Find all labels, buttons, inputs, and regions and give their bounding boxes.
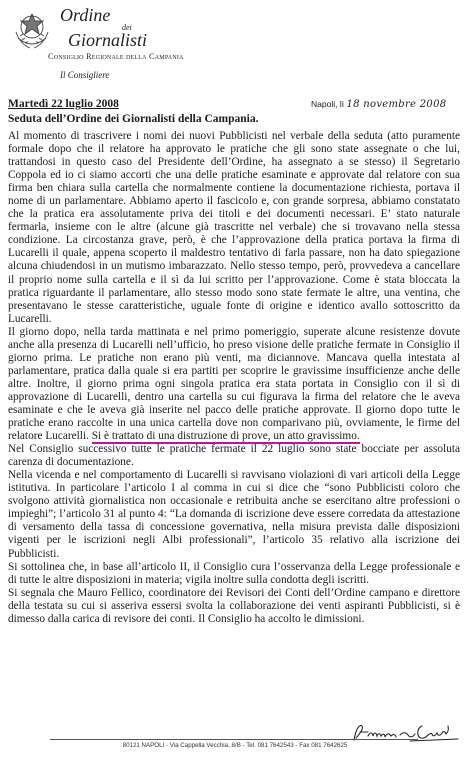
letterhead (8, 6, 248, 84)
footer-rule (50, 739, 418, 740)
org-name-dei: dei (122, 23, 132, 32)
org-name-line1: Ordine (60, 5, 111, 25)
footer-address: 80121 NAPOLI - Via Cappella Vecchia, 8/B - Tel. 081 7642543 - Fax 081 7642625 (122, 742, 348, 749)
body-paragraph: Al momento di trascrivere i nomi dei nuovi Pubblicisti nel verbale della seduta (atto puramente formale dopo che il relatore ha approvato le pratiche che gli sono state assegnate o che lui, trattandosi in questo caso del Presidente dell’Ordine, ha assegnato a se stesso) il Segretario Coppola ed io ci siamo accorti che una delle pratiche esaminate e approvate dal relatore con sua firma ben chiara sulla cartella che normalmente contiene la documentazione richiesta, portava il nome di un parlamentare. Abbiamo aperto il fascicolo e, con grande sorpresa, abbiamo constatato che la pratica era assolutamente priva dei titoli e dei documenti necessari. E’ stato naturale fermarla, insieme con le altre (alcune già trascritte nel verbale) che si trovavano nella stessa condizione. La circostanza grave, però, è che l’approvazione della pratica portava la firma di Lucarelli il quale, appena scoperto il maldestro tentativo di farla passare, non ha dato spiegazione alcuna chiudendosi in un mutismo imbarazzato. Nello stesso tempo, però, provvedeva a cancellare il proprio nome sulla cartella e il sì da lui scritto per l’approvazione. Come è stata bloccata la pratica riguardante il parlamentare, allo stesso modo sono state fermate le altre, una ventina, che presentavano le stesse caratteristiche, uguale fonte di origine e identico avallo sottoscritto da Lucarelli. (8, 130, 460, 325)
body-paragraph: Nella vicenda e nel comportamento di Lucarelli si ravvisano violazioni di vari articoli della Legge istitutiva. In particolare l’articolo I al comma in cui si dice che “sono Pubblicisti coloro che svolgono attività giornalistica non occasionale e retribuita anche se esercitano altre professioni o impieghi”; l’articolo 31 al punto 4: “La domanda di iscrizione deve essere corredata da attestazione di versamento della tassa di concessione governativa, nella misura prevista dalle disposizioni vigenti per le iscrizioni negli Albi professionali”, l’articolo 35 relativo alla iscrizione dei Pubblicisti. (8, 469, 460, 560)
org-name (60, 6, 147, 49)
handwritten-date: 18 novembre 2008 (346, 99, 447, 110)
session-date: Martedì 22 luglio 2008 (8, 98, 119, 110)
body-paragraph: Nel Consiglio successivo tutte le pratiche fermate il 22 luglio sono state bocciate per assoluta carenza di documentazione. (8, 443, 460, 469)
sender-role: Il Consigliere (60, 70, 110, 80)
pen-underlined-sentence: Si è trattato di una distruzione di prove, un atto gravissimo. (91, 430, 360, 443)
place-and-date (311, 99, 446, 110)
session-title: Seduta dell’Ordine dei Giornalisti della Campania. (8, 113, 259, 125)
place-label: Napoli, lì (311, 99, 345, 109)
italian-republic-emblem-icon (12, 8, 52, 52)
handwritten-signature (350, 720, 462, 744)
council-name: Consiglio Regionale della Campania (48, 52, 184, 61)
body-paragraph: Si segnala che Mauro Fellico, coordinatore dei Revisori dei Conti dell’Ordine campano e direttore della testata su cui si asseriva essersi svolta la collaborazione dei venti aspiranti Pubblicisti, si è dimesso dalla carica di revisore dei conti. Il Consiglio ha accolto le dimissioni. (8, 586, 460, 625)
body-paragraph: Si sottolinea che, in base all’articolo II, il Consiglio cura l’osservanza della Legge professionale e di tutte le altre disposizioni in materia; vigila inoltre sulla condotta degli iscritti. (8, 560, 460, 586)
letter-body (8, 130, 460, 626)
body-paragraph (8, 326, 460, 443)
org-name-line2: Giornalisti (68, 30, 148, 50)
body-paragraph-text: Il giorno dopo, nella tarda mattinata e nel primo pomeriggio, superate alcune resistenze dovute anche alla presenza di Lucarelli nell’ufficio, ho preso visione delle pratiche fermate in Consiglio il giorno prima. Le pratiche non erano più venti, ma diciannove. Mancava quella intestata al parlamentare, pratica dalla quale si era partiti per scoprire le gravissime insufficienze anche delle altre. Inoltre, il giorno prima ogni singola pratica era stata portata in Consiglio con il sì di approvazione di Lucarelli, dentro una cartella su cui figurava la firma del relatore che le aveva esaminate e che le aveva già inserite nel pacco delle pratiche approvate. Il giorno dopo tutte le pratiche erano raccolte in una unica cartella dove non comparivano più, ovviamente, le firme del relatore Lucarelli. (8, 325, 460, 443)
